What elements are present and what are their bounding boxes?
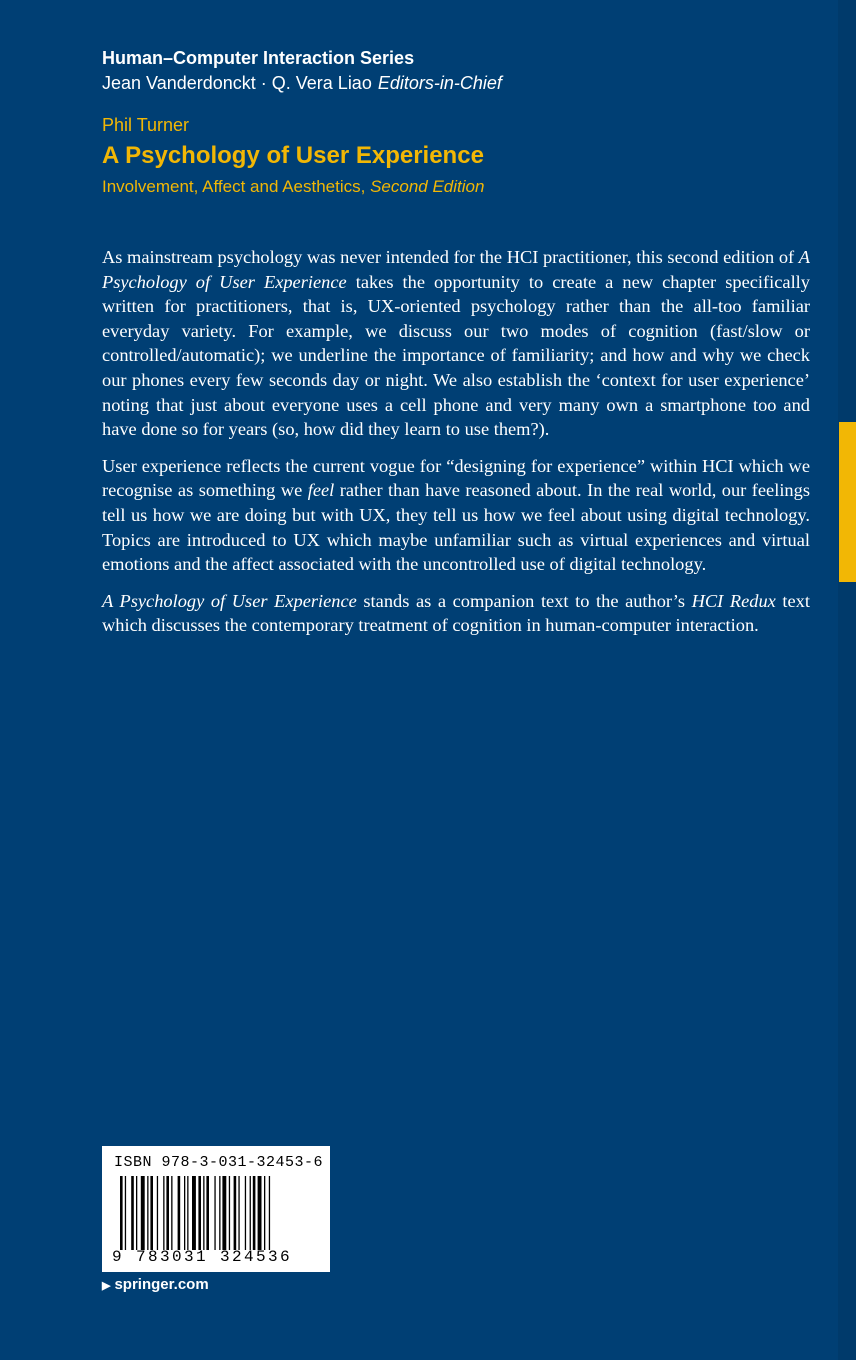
- blurb-italic-title: A Psychology of User Experience: [102, 590, 357, 611]
- barcode-bar: [229, 1176, 230, 1250]
- blurb-paragraph-3: [102, 589, 810, 638]
- spine-accent-mark: [839, 422, 856, 582]
- barcode-bar: [245, 1176, 246, 1250]
- barcode-bar: [163, 1176, 164, 1250]
- spine-edge: [838, 0, 856, 1360]
- barcode-bars-icon: [120, 1176, 320, 1250]
- barcode-digits: 9 783031 324536: [112, 1248, 293, 1266]
- isbn-label: ISBN 978-3-031-32453-6: [114, 1154, 324, 1171]
- editors-role: Editors-in-Chief: [377, 73, 502, 93]
- blurb-italic-title: A Psychology of User Experience: [102, 247, 810, 292]
- publisher-url: springer.com: [114, 1276, 209, 1293]
- barcode-bar: [238, 1176, 239, 1250]
- barcode-bar: [222, 1176, 226, 1250]
- blurb-paragraph-2: [102, 454, 810, 577]
- barcode-bar: [187, 1176, 188, 1250]
- isbn-barcode: [102, 1146, 330, 1272]
- book-author: Phil Turner: [102, 115, 190, 135]
- barcode-bar: [234, 1176, 237, 1250]
- barcode-bar: [125, 1176, 126, 1250]
- back-cover-blurb: [102, 245, 810, 650]
- barcode-bar: [150, 1176, 153, 1250]
- barcode-bar: [192, 1176, 196, 1250]
- barcode-bar: [171, 1176, 172, 1250]
- barcode-bar: [136, 1176, 137, 1250]
- barcode-bar: [147, 1176, 148, 1250]
- barcode-bar: [184, 1176, 185, 1250]
- blurb-text: text which discusses the contemporary treatment of cognition in human-computer interaction.: [102, 590, 810, 636]
- book-title: A Psychology of User Experience: [102, 142, 484, 169]
- publisher-link[interactable]: [102, 1276, 209, 1293]
- barcode-bar: [258, 1176, 262, 1250]
- barcode-bar: [120, 1176, 123, 1250]
- book-info: [102, 112, 484, 200]
- barcode-bar: [214, 1176, 215, 1250]
- barcode-bar: [250, 1176, 251, 1250]
- editors-names: Jean Vanderdonckt · Q. Vera Liao: [102, 73, 372, 93]
- barcode-bar: [206, 1176, 209, 1250]
- barcode-bar: [219, 1176, 220, 1250]
- barcode-bar: [131, 1176, 134, 1250]
- subtitle-text: Involvement, Affect and Aesthetics,: [102, 177, 366, 196]
- blurb-italic-title: HCI Redux: [691, 590, 776, 611]
- arrow-right-icon: ▶: [102, 1280, 111, 1292]
- blurb-text: User experience reflects the current vogue for “designing for experience” within HCI which we recognise as something we: [102, 455, 810, 501]
- edition-text: Second Edition: [370, 177, 485, 196]
- barcode-bar: [157, 1176, 158, 1250]
- barcode-bar: [141, 1176, 145, 1250]
- barcode-bar: [264, 1176, 265, 1250]
- barcode-bar: [269, 1176, 270, 1250]
- blurb-paragraph-1: [102, 245, 810, 442]
- barcode-bar: [198, 1176, 201, 1250]
- barcode-bar: [178, 1176, 181, 1250]
- series-info: [102, 46, 502, 96]
- blurb-italic-word: feel: [307, 480, 335, 501]
- series-title: Human–Computer Interaction Series: [102, 48, 415, 68]
- series-editors: [102, 70, 502, 96]
- book-subtitle: [102, 174, 484, 200]
- barcode-bar: [203, 1176, 204, 1250]
- barcode-bar: [253, 1176, 256, 1250]
- blurb-text: stands as a companion text to the author’s: [356, 590, 692, 611]
- blurb-text: As mainstream psychology was never intended for the HCI practitioner, this second edition of: [102, 247, 799, 267]
- barcode-bar: [166, 1176, 169, 1250]
- blurb-text: takes the opportunity to create a new chapter specifically written for practitioners, that is, UX-oriented psychology rather than the all-too familiar everyday variety. For example, we discuss our two modes of cognition (fast/slow or controlled/automatic); we underline the importance of familiarity; and how and why we check our phones every few seconds day or night. We also establish the ‘context for user experience’ noting that just about everyone uses a cell phone and very many own a smartphone too and have done so for years (so, how did they learn to use them?).: [102, 271, 810, 440]
- blurb-text: rather than have reasoned about. In the real world, our feelings tell us how we are doing but with UX, they tell us how we feel about using digital technology. Topics are introduced to UX which maybe unfamiliar such as virtual experiences and virtual emotions and the affect associated with the uncontrolled use of digital technology.: [102, 480, 810, 575]
